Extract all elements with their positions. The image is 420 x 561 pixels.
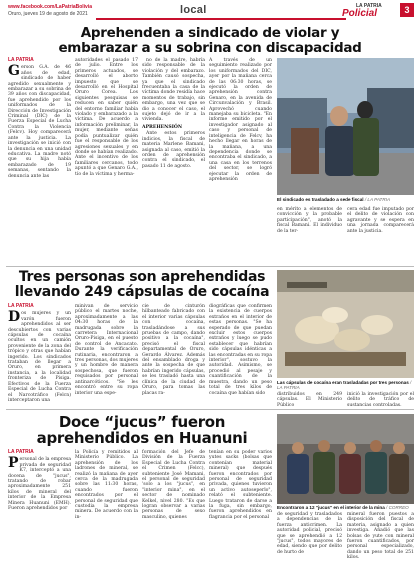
story2-photo-illustration [277, 270, 414, 378]
story3-text-col6: mineral fueron puestos a disposición del fiscal de materia, asignado a quien investiga. Añadió que las bolsas de yute con mineral fueron cuantificados, por personal especializado, dando un peso total de 251 kilos. [347, 512, 414, 561]
story3-dropcap: P [8, 455, 19, 472]
story1-photo-illustration [277, 58, 414, 195]
story2-text-col3: cie de cinturón hilbanteado fabricado con el interior varias cápsulas con cocaína, trasladándose a sus pruebas de campo, dando positivo a la cocaína", precisó el fiscal departamental de Oruro, Gerardo Álvarez. Además del ensamblado droga y ante la sospecha de que habrían ingerido cápsulas, se les trasladó hasta una clínica de la ciudad de Oruro, para tomas las placas ra- [142, 304, 205, 396]
brand-policial: Policial [342, 8, 378, 19]
divider-2 [6, 409, 414, 410]
story3-text-col3: formación del Jefe de División de la Fuerza Especial de Lucha Contra el Crimen (Felcc), subteniente José Mamani, el personal de seguridad 'solo a los "jucus", en "interior mina", en el sector de nominado Kelkel, nivel 280. "Es que logran observar a varias personas de sexo masculino, quienes [142, 450, 205, 520]
story1-headline [6, 26, 414, 55]
story3-text-col2: la Policía y remitidos al Ministerio Público. La aprehensión de los ladrones de mineral, se realizó la mañana de ayer cerca de la madrugada sobre las 11:30 horas, cuando fueron encontrados por el personal de seguridad que custodia la empresa minera. De acuerdo con la in- [75, 450, 138, 520]
story2-tag: LA PATRIA [8, 303, 34, 309]
brand-top: LA PATRIA [356, 3, 382, 9]
story2-col4 [209, 304, 272, 404]
story2-caption [277, 380, 414, 390]
story1-caption-credit: / LA PATRIA [363, 197, 391, 202]
story2-text-col1: os mujeres y un varón fueron aprehendidos al ser descubiertos con varias cápsulas de cocaína ocultos en un camión proveniente de la zona del trópico y otras que habían ingerido. Los sindicados trataban de llegar a Oruro, en primera instancia, a la localidad fronteriza de Pisiga. Efectivos de la Fuerza Especial de Lucha Contra el Narcotráfico (Felcn) interceptaron una [8, 311, 71, 403]
story3-photo [277, 414, 414, 504]
story1-text-col4: A través de un seguimiento realizado por los uniformados del DIC, ayer por la mañana cerca de las 06:30 horas, se ejecutó la orden de aprehensión contra Genaro, en la avenida de Circunvalación y Brasil. Aprovechó cuando manejaba su bicicleta. "En informe emitido por el investigador asignado al caso y personal de inteligencia de Felcv, ha hecho llegar en horas de la mañana, a una dependencia donde se encontraba el sindicado, a una casa en los terrenos del sector, se logró ejecutar la orden de aprehensión [209, 58, 272, 182]
story2-headline-line2: llevando 249 cápsulas de cocaína [14, 284, 270, 300]
story1-caption-bold: El sindicado es trasladado a sede fiscal [277, 197, 364, 202]
story1-tag: LA PATRIA [8, 57, 34, 63]
page-number [400, 3, 414, 17]
story1-text-col1: erson G.A. de 46 años de edad, sindicado de haber agredido sexualmente y embarazar a su sobrina de 39 años con discapacidad, fue aprehendido por los uniformados de la Dirección de Investigación Criminal (DIC) de la Fuerza Especial de Lucha Contra la Violencia (Felcv). Hoy comparecerá ante la justicia. La investigación se inició con la denuncia en una unidad educativa. La madre notó que su hija había embarazado de 19 semanas, sentando la denuncia ante las [8, 65, 71, 179]
story2-dropcap: D [8, 309, 21, 326]
story2-caption-bold: Las cápsulas de cocaína eran trasladadas por tres personas [277, 380, 409, 385]
website-link[interactable]: www.facebook.com/LaPatriaBolivia [8, 4, 93, 10]
story1-col6 [347, 207, 414, 264]
story1-headline-line2: embarazar a su sobrina con discapacidad [58, 39, 362, 56]
story3-caption-bold: Encontraron a 12 "jucus" en el interior de la mina [277, 505, 385, 510]
story2-col3 [142, 304, 205, 404]
story1-text-col3: no de la madre, habría sido responsable de la violación y del embarazo. También causó sospecha, ya que el sindicado frecuentaba la casa de la víctima donde residía hace momentos de trabajo, sin embargo, una vez que se dio a conocer el caso, el sujeto dejó de ir a la vivienda. [142, 58, 205, 123]
story3-text-col5: de seguridad y trasladados a dependencias de la fuerza anticrimen. La autoridad policial, precisó que se aprehendió a 12 "jucus", todos mayores de edad, siendo que por delito de hurto de [277, 512, 342, 555]
section-label: local [180, 4, 207, 16]
story2-headline [6, 270, 278, 300]
story2-col2 [75, 304, 138, 404]
story2-text-col4: diográficas que confirmen la existencia de cuerpos extraños en el interior de estas personas. "Se ha esperado de que puedan excluir estos cuerpos extraños y luego se pudo establecer que habrían sido cápsulas idénticas a las encontradas en su ropa interior", sostuvo la autoridad. Asimismo, se procedió al pesaje y cuantificación de la muestra, dando un peso total de tres kilos de cocaína que habían sido [209, 304, 272, 396]
story1-photo [277, 58, 414, 195]
story3-photo-illustration [277, 414, 414, 504]
story3-tag: LA PATRIA [8, 449, 34, 455]
story3-col4 [209, 450, 272, 532]
story3-headline [6, 414, 278, 446]
section-underline [96, 18, 346, 20]
story1-text-col5: en mérito a elementos de convicción y la probable participación", anotó la fiscal Bamani. El individuo de la ter- [277, 207, 342, 234]
story1-headline-line1: Aprehenden a sindicado de violar y [80, 25, 340, 41]
story3-text-col4: tenían en su poder varios yutes sacks (bolsas que contenían material mineral) que después fueron encontrados por personal de seguridad privada, quienes tuvieron un activo autoseperlo", relató el subteniente. Luego trataron de darse a la fuga, sin embargo, fueron aprehendidos en flagrancia por el personal [209, 450, 272, 520]
story1-col5 [277, 207, 342, 264]
page-header [0, 0, 420, 22]
story3-col3 [142, 450, 205, 532]
story1-subhead: APREHENSIÓN [142, 124, 183, 130]
story2-photo [277, 270, 414, 378]
story1-col4 [209, 58, 272, 264]
story2-col1 [8, 304, 71, 404]
divider-1 [6, 266, 414, 267]
story3-headline-line1: Doce “jucus” fueron [58, 413, 226, 431]
story1-col2 [75, 58, 138, 264]
story2-text-col5: distribuidos en 249 cápsulas. El Ministerio Público [277, 392, 342, 408]
story2-col6 [347, 392, 414, 408]
story2-headline-line1: Tres personas son aprehendidas [18, 269, 266, 285]
story3-caption-credit: / CORREO [384, 505, 409, 510]
story3-col1 [8, 450, 71, 532]
story3-col5 [277, 512, 342, 555]
story1-text-col3b: Ante estos primeros indicios, la fiscal de materia Marlene Bamani, asignada al caso, emitió la orden de aprehensión contra el sindicado, el pasado 11 de agosto. [142, 131, 205, 169]
story3-caption [277, 505, 414, 510]
story3-col2 [75, 450, 138, 532]
story1-col3 [142, 58, 205, 264]
story2-caption-credit: / LA PATRIA [277, 380, 412, 391]
date-line: Oruro, jueves 19 de agosto de 2021 [8, 11, 88, 17]
story1-text-col6: cera edad fue imputado por el delito de violación con agravante y se espera en una jornada comparecerá ante la justicia. [347, 207, 414, 234]
story3-text-col1: ersonal de la empresa privada de seguridad K7, interceptó a una docena de "jucus", tratando de robar aproximadamente 251 kilos de mineral del interior de la Empresa Minera Huanuni (EMH). Fueron aprehendidos por [8, 457, 72, 512]
story1-caption [277, 197, 414, 202]
story1-text-col2: autoridades el pasado 17 de julio. Entre los primeros actuados, se desarrolló el aborto impuesto que se desarrolló en el Hospital Oruro Corea. Los siguientes pesquisas se reducen en saber quién del entorno familiar había violado y embarazado a la víctima. De acuerdo a información preliminar, la mujer, mediante señas podía puntualizar quién fue el responsable de los agresiones sexuales y en donde se habían realizado. Ante el incentivo de los familiares cercanos, todo apuntó a que Genaro G.A., tío de la víctima y herma- [75, 58, 138, 177]
story3-headline-line2: aprehendidos en Huanuni [36, 429, 248, 447]
story2-col5 [277, 392, 342, 408]
story2-text-col2: minivan de servicio público el martes noche, aproximadamente a las 04:30 horas de la madrugada sobre la carretera Internacional Oruro-Pisiga, en el puesto de control de Ancacato. Durante la verificación rutinaria, encontraron a tres personas, dos mujeres y un hombre de manera sospechosa, que fueron requisados por personal antinarcóticos. "Se les encontró entre su ropa interior una espe- [75, 304, 138, 396]
story1-dropcap: G [8, 63, 20, 80]
page-number-text: 3 [404, 5, 410, 15]
story2-text-col6: inició la investigación por el delito de tráfico de sustancias controladas. [347, 392, 414, 408]
story3-col6 [347, 512, 414, 561]
story1-col1 [8, 58, 71, 264]
